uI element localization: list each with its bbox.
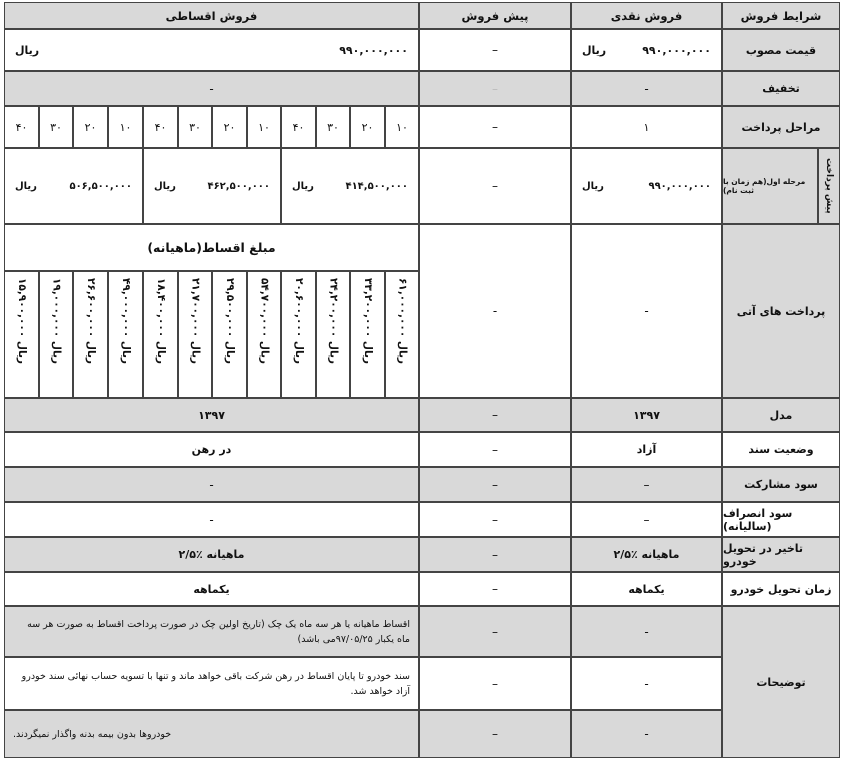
monthly-amount-cell: ریال ۳۳,۲۰۰,۰۰۰ [350, 271, 385, 398]
first-stage-unit: ریال [15, 180, 37, 192]
monthly-amount-cell: ریال ۶۱,۰۰۰,۰۰۰ [385, 271, 419, 398]
first-stage-group [4, 148, 143, 224]
label-first-stage: مرحله اول(هم زمان با ثبت نام) [722, 148, 818, 224]
installment-model: ۱۳۹۷ [4, 398, 419, 432]
installment-note: خودروها بدون بیمه بدنه واگذار نمیگردند. [4, 710, 419, 758]
label-down-payment: پیش پرداخت [818, 148, 840, 224]
cash-first-stage [571, 148, 722, 224]
monthly-amount-cell: ریال ۲۴,۲۰۰,۰۰۰ [316, 271, 350, 398]
presale-document-status: – [419, 432, 571, 467]
first-stage-unit: ریال [292, 180, 314, 192]
first-stage-group [143, 148, 281, 224]
presale-delivery-delay: – [419, 537, 571, 572]
presale-payment-stages: – [419, 106, 571, 148]
first-stage-group [281, 148, 419, 224]
cash-document-status: آزاد [571, 432, 722, 467]
first-stage-unit: ریال [154, 180, 176, 192]
cash-approved-price [571, 29, 722, 71]
cash-first-unit: ریال [582, 180, 604, 192]
presale-note: – [419, 606, 571, 657]
first-stage-amount: ۴۱۴,۵۰۰,۰۰۰ [345, 180, 408, 192]
label-document-status: وضعیت سند [722, 432, 840, 467]
presale-delivery-time: – [419, 572, 571, 606]
cash-payment-stages: ۱ [571, 106, 722, 148]
stage-percent: ۳۰ [178, 106, 212, 148]
inst-price-amount: ۹۹۰,۰۰۰,۰۰۰ [339, 43, 408, 57]
installment-partnership-profit: - [4, 467, 419, 502]
label-model: مدل [722, 398, 840, 432]
stage-percent: ۱۰ [247, 106, 281, 148]
label-payment-stages: مراحل پرداخت [722, 106, 840, 148]
inst-price-unit: ریال [15, 43, 40, 57]
first-stage-amount: ۴۶۲,۵۰۰,۰۰۰ [207, 180, 270, 192]
monthly-amount-cell: ریال ۴۹,۰۰۰,۰۰۰ [108, 271, 143, 398]
stage-percent: ۳۰ [39, 106, 73, 148]
presale-cancellation-profit: – [419, 502, 571, 537]
header-presale: پیش فروش [419, 2, 571, 29]
stage-percent: ۴۰ [4, 106, 39, 148]
label-delivery-time: زمان تحویل خودرو [722, 572, 840, 606]
header-cash: فروش نقدی [571, 2, 722, 29]
installment-delivery-delay: ۲/۵٪ ماهیانه [4, 537, 419, 572]
installment-note: اقساط ماهیانه یا هر سه ماه یک چک (تاریخ اولین چک در صورت پرداخت اقساط به صورت هر سه ماه یکبار ۹۷/۰۵/۲۵می باشد) [4, 606, 419, 657]
installment-discount: - [4, 71, 419, 106]
presale-note: – [419, 657, 571, 710]
monthly-amount-cell: ریال ۲۶,۶۰۰,۰۰۰ [73, 271, 108, 398]
cash-partnership-profit: – [571, 467, 722, 502]
label-partnership-profit: سود مشارکت [722, 467, 840, 502]
presale-discount: – [419, 71, 571, 106]
stage-percent: ۲۰ [350, 106, 385, 148]
presale-partnership-profit: – [419, 467, 571, 502]
installment-cancellation-profit: - [4, 502, 419, 537]
presale-note: – [419, 710, 571, 758]
monthly-amount-cell: ریال ۱۸,۴۰۰,۰۰۰ [143, 271, 178, 398]
stage-percent: ۳۰ [316, 106, 350, 148]
presale-approved-price: – [419, 29, 571, 71]
installment-document-status: در رهن [4, 432, 419, 467]
header-installment: فروش اقساطی [4, 2, 419, 29]
cash-future-payments: - [571, 224, 722, 398]
cash-price-unit: ریال [582, 43, 607, 57]
presale-first-stage: – [419, 148, 571, 224]
label-discount: تخفیف [722, 71, 840, 106]
first-stage-amount: ۵۰۶,۵۰۰,۰۰۰ [69, 180, 132, 192]
monthly-amount-cell: ریال ۲۹,۵۰۰,۰۰۰ [212, 271, 247, 398]
header-conditions: شرایط فروش [722, 2, 840, 29]
label-approved-price: قیمت مصوب [722, 29, 840, 71]
stage-percent: ۱۰ [385, 106, 419, 148]
stage-percent: ۱۰ [108, 106, 143, 148]
cash-discount: - [571, 71, 722, 106]
monthly-amount-cell: ریال ۱۵,۹۰۰,۰۰۰ [4, 271, 39, 398]
cash-price-amount: ۹۹۰,۰۰۰,۰۰۰ [642, 43, 711, 57]
cash-delivery-time: یکماهه [571, 572, 722, 606]
presale-future-payments: - [419, 224, 571, 398]
monthly-amount-cell: ریال ۲۰,۶۰۰,۰۰۰ [281, 271, 316, 398]
monthly-amount-cell: ریال ۱۹,۰۰۰,۰۰۰ [39, 271, 73, 398]
installment-approved-price [4, 29, 419, 71]
presale-model: – [419, 398, 571, 432]
stage-percent: ۲۰ [212, 106, 247, 148]
cash-model: ۱۳۹۷ [571, 398, 722, 432]
cash-note: - [571, 710, 722, 758]
cash-note: - [571, 606, 722, 657]
installment-note: سند خودرو تا پایان اقساط در رهن شرکت باقی خواهد ماند و تنها با تسویه حساب نهائی سند خودرو آزاد خواهد شد. [4, 657, 419, 710]
monthly-amount-cell: ریال ۵۴,۷۰۰,۰۰۰ [247, 271, 281, 398]
label-delivery-delay: تاخیر در تحویل خودرو [722, 537, 840, 572]
monthly-installment-title: مبلغ اقساط(ماهیانه) [4, 224, 419, 271]
cash-delivery-delay: ۲/۵٪ ماهیانه [571, 537, 722, 572]
monthly-amount-cell: ریال ۲۱,۷۰۰,۰۰۰ [178, 271, 212, 398]
label-future-payments: پرداخت های آتی [722, 224, 840, 398]
stage-percent: ۲۰ [73, 106, 108, 148]
cash-note: - [571, 657, 722, 710]
label-cancellation-profit: سود انصراف (سالیانه) [722, 502, 840, 537]
stage-percent: ۴۰ [143, 106, 178, 148]
cash-first-amount: ۹۹۰,۰۰۰,۰۰۰ [648, 180, 711, 192]
stage-percent: ۴۰ [281, 106, 316, 148]
cash-cancellation-profit: – [571, 502, 722, 537]
label-notes: توضیحات [722, 606, 840, 758]
installment-delivery-time: یکماهه [4, 572, 419, 606]
